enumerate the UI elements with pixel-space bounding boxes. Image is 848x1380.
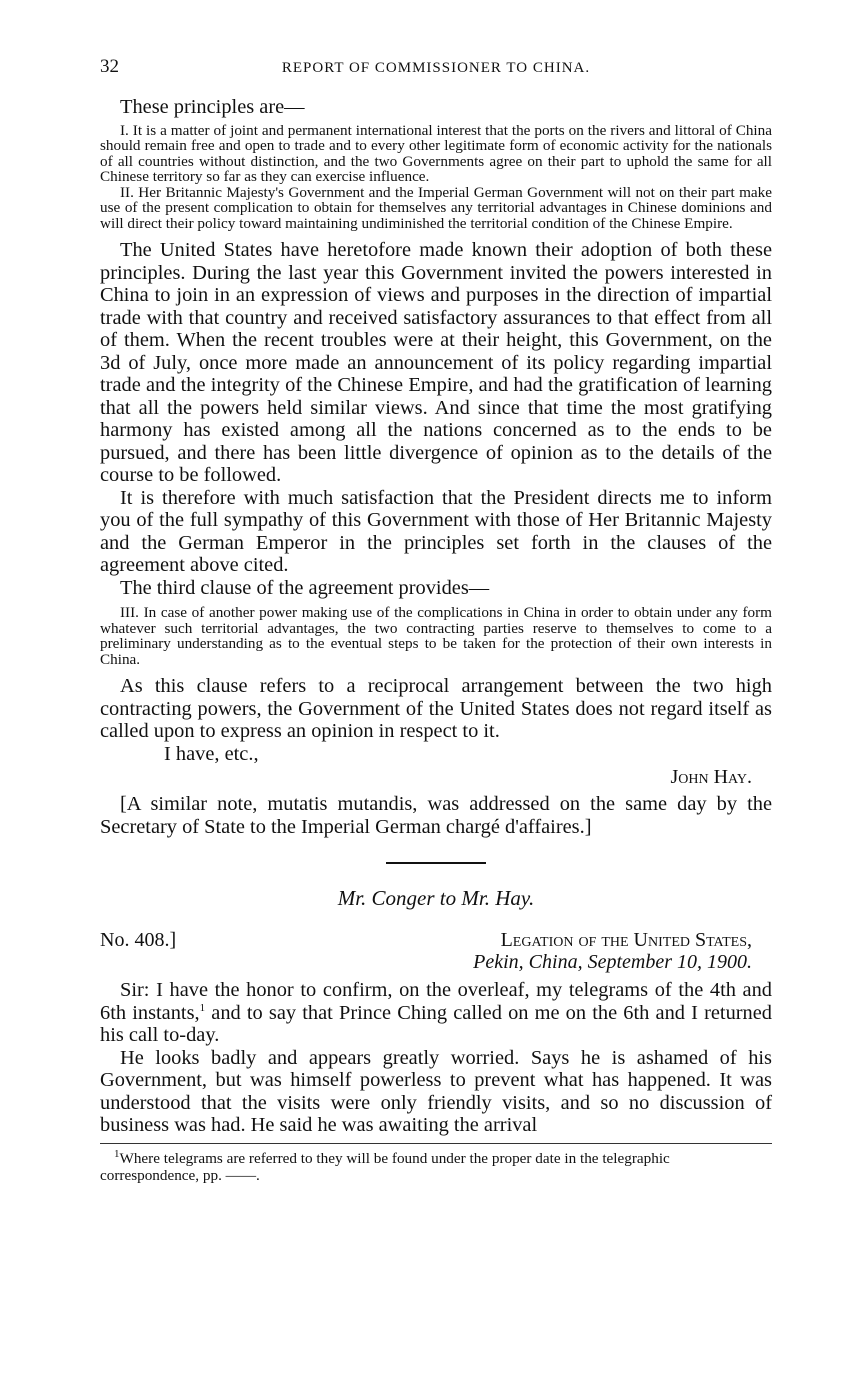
running-head-title: REPORT OF COMMISSIONER TO CHINA. [281,60,591,76]
principle-two: II. Her Britannic Majesty's Government and the Imperial German Government will not on their part make use of the present complication to obtain for themselves any territorial advantages in Chinese dominions and will direct their policy toward maintaining undiminished the territorial condition of the Chinese Empire. [100,183,772,232]
letter-title: Mr. Conger to Mr. Hay. [337,886,535,910]
letter-paragraph-one [100,979,772,1047]
page [100,56,772,1184]
dateline: Pekin, China, September 10, 1900. [473,951,752,973]
closing: I have, etc., [164,742,259,765]
footnote-reference: 1 [199,1001,206,1014]
paragraph-adoption: The United States have heretofore made known their adoption of both these principles. During the last year this Government invited the powers interested in China to join in an expression of views and purposes in the direction of impartial trade with that country and received satisfactory assurances to that effect from all of them. When the recent troubles were at their height, this Government, on the 3d of July, once more made an announcement of its policy regarding impartial trade and the integrity of the Chinese Empire, and had the gratification of learning that all the powers held similar views. And since that time the most gratifying harmony has existed among all the nations concerned as to the ends to be pursued, and there has been little divergence of opinion as to the details of the course to be followed. [100,239,772,486]
page-number: 32 [100,56,119,77]
footnote-text: Where telegrams are referred to they will be found under the proper date in the telegraphic correspondence, pp. ——. [100,1149,670,1184]
legation-line: Legation of the United States, [500,929,752,951]
bracket-note: [A similar note, mutatis mutandis, was addressed on the same day by the Secretary of State to the Imperial German chargé d'affaires.] [100,793,772,838]
footnote [100,1147,772,1184]
footnote-rule [100,1143,772,1144]
section-divider [386,862,486,864]
paragraph-third-clause: The third clause of the agreement provides— [120,576,490,599]
principles-intro: These principles are— [120,96,305,118]
letter-header [100,929,772,951]
letter-paragraph-one-text: Sir: I have the honor to confirm, on the overleaf, my telegrams of the 4th and 6th instants, [100,979,772,1024]
letter-paragraph-one-rest: and to say that Prince Ching called on me on the 6th and I returned his call to-day. [100,1001,772,1046]
principle-one: I. It is a matter of joint and permanent international interest that the ports on the rivers and littoral of China should remain free and open to trade and to every other legitimate form of economic activity for the nationals of all countries without distinction, and the two Governments agree on their part to uphold the same for all Chinese territory so far as they can exercise influence. [100,121,772,185]
letter-number: No. 408.] [100,929,177,951]
paragraph-satisfaction: It is therefore with much satisfaction that the President directs me to inform you of the full sympathy of this Government with those of Her Britannic Majesty and the German Emperor in the principles set forth in the clauses of the agreement above cited. [100,486,772,576]
footnote-marker: 1 [114,1147,120,1160]
paragraph-reciprocal: As this clause refers to a reciprocal arrangement between the two high contracting powers, the Government of the United States does not regard itself as called upon to express an opinion in respect to it. [100,675,772,742]
running-head [100,56,772,86]
letter-paragraph-two: He looks badly and appears greatly worried. Says he is ashamed of his Government, but was himself powerless to prevent what has happened. It was understood that the visits were only friendly visits, and so no discussion of business was had. He said he was awaiting the arrival [100,1046,772,1136]
clause-three: III. In case of another power making use of the complications in China in order to obtain under any form whatever such territorial advantages, the two contracting parties reserve to themselves to come to a preliminary understanding as to the eventual steps to be taken for the protection of their own interests in China. [100,604,772,668]
signature: John Hay. [670,766,752,788]
